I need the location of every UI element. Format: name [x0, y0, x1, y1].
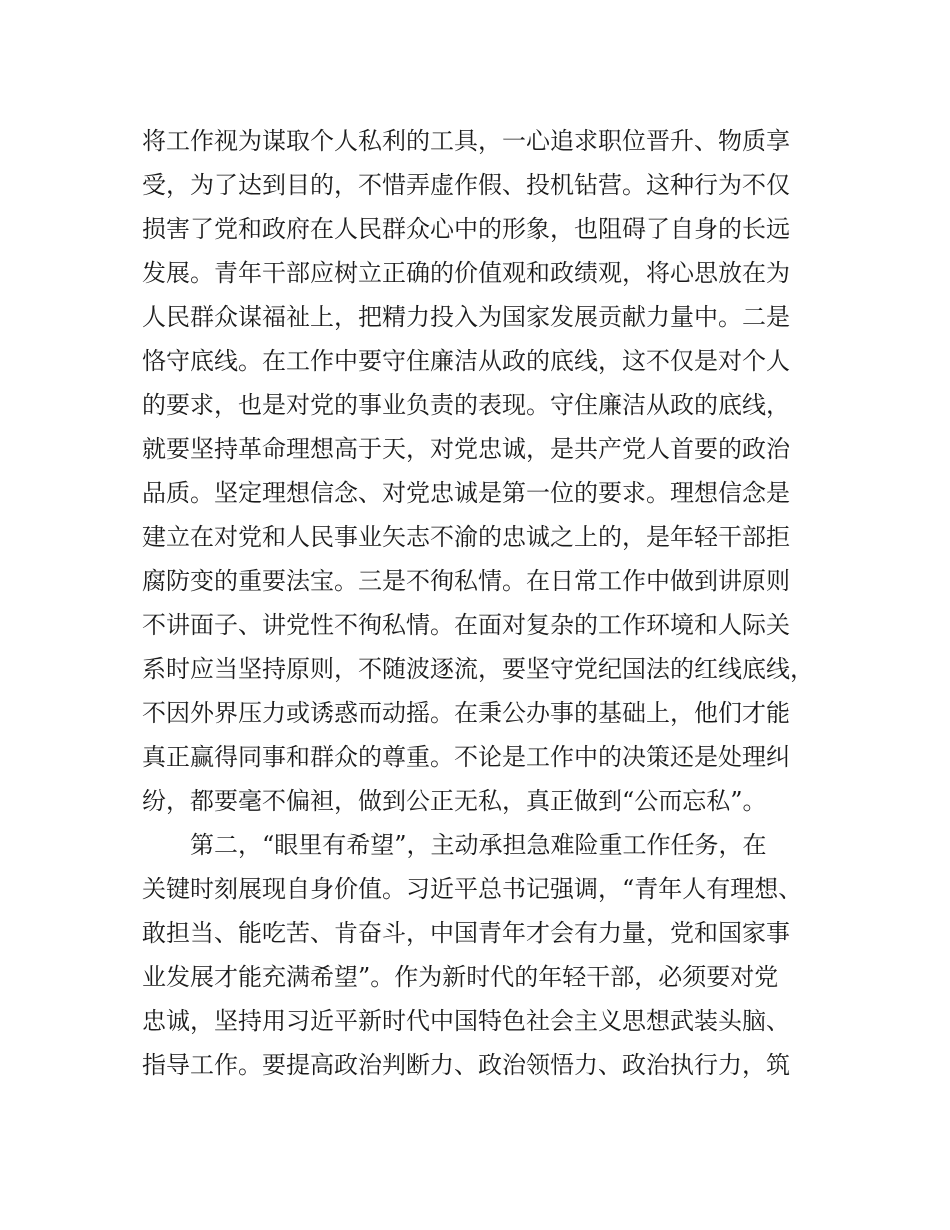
document-body — [142, 119, 822, 1087]
text-line: 发展。青年干部应树立正确的价值观和政绩观，将心思放在为 — [142, 259, 790, 287]
text-line: 腐防变的重要法宝。三是不徇私情。在日常工作中做到讲原则 — [142, 567, 790, 595]
text-line: 人民群众谋福祉上，把精力投入为国家发展贡献力量中。二是 — [142, 303, 790, 331]
text-line: 损害了党和政府在人民群众心中的形象，也阻碍了自身的长远 — [142, 215, 790, 243]
text-line: 业发展才能充满希望”。作为新时代的年轻干部，必须要对党 — [142, 963, 779, 991]
text-line: 将工作视为谋取个人私利的工具，一心追求职位晋升、物质享 — [142, 127, 790, 155]
text-line: 恪守底线。在工作中要守住廉洁从政的底线，这不仅是对个人 — [142, 347, 790, 375]
text-line: 不因外界压力或诱惑而动摇。在秉公办事的基础上，他们才能 — [142, 699, 790, 727]
text-line: 关键时刻展现自身价值。习近平总书记强调，“青年人有理想、 — [142, 875, 803, 903]
text-line: 受，为了达到目的，不惜弄虚作假、投机钻营。这种行为不仅 — [142, 171, 790, 199]
text-line: 真正赢得同事和群众的尊重。不论是工作中的决策还是处理纠 — [142, 743, 790, 771]
text-line: 不讲面子、讲党性不徇私情。在面对复杂的工作环境和人际关 — [142, 611, 790, 639]
text-line: 敢担当、能吃苦、肯奋斗，中国青年才会有力量，党和国家事 — [142, 919, 790, 947]
text-line: 系时应当坚持原则，不随波逐流，要坚守党纪国法的红线底线， — [142, 655, 814, 683]
text-line: 建立在对党和人民事业矢志不渝的忠诚之上的，是年轻干部拒 — [142, 523, 790, 551]
paragraph-first-line: 第二，“眼里有希望”，主动承担急难险重工作任务，在 — [190, 831, 767, 859]
text-line: 指导工作。要提高政治判断力、政治领悟力、政治执行力，筑 — [142, 1051, 790, 1079]
text-line: 就要坚持革命理想高于天，对党忠诚，是共产党人首要的政治 — [142, 435, 790, 463]
text-line: 的要求，也是对党的事业负责的表现。守住廉洁从政的底线， — [142, 391, 790, 419]
text-line: 纷，都要毫不偏袒，做到公正无私，真正做到“公而忘私”。 — [142, 787, 767, 815]
text-line: 忠诚，坚持用习近平新时代中国特色社会主义思想武装头脑、 — [142, 1007, 790, 1035]
text-line: 品质。坚定理想信念、对党忠诚是第一位的要求。理想信念是 — [142, 479, 790, 507]
